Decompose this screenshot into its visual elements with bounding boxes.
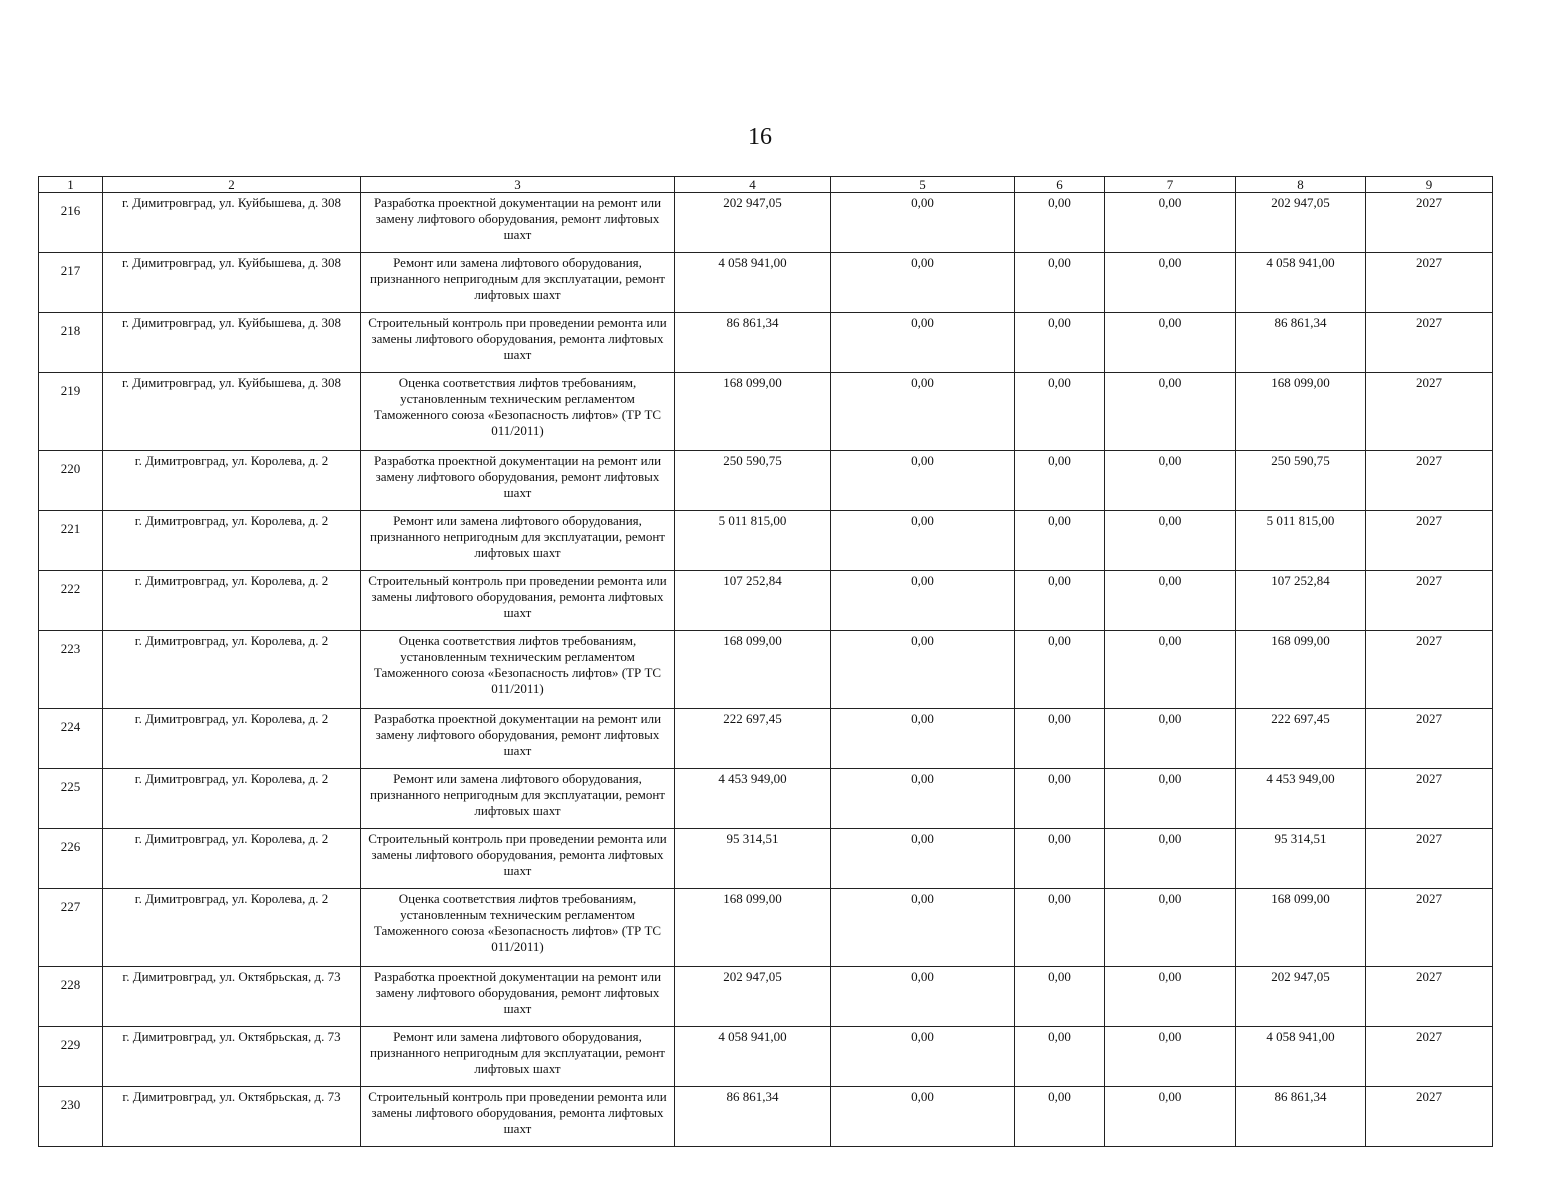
- year-cell: 2027: [1366, 193, 1493, 253]
- value-cell-7: 0,00: [1105, 709, 1236, 769]
- work-type-cell: Строительный контроль при проведении ремонта или замены лифтового оборудования, ремонта лифтовых шахт: [361, 829, 675, 889]
- value-cell-5: 0,00: [831, 193, 1015, 253]
- year-cell: 2027: [1366, 1027, 1493, 1087]
- table-row: [39, 451, 1493, 511]
- total-cost-cell: 222 697,45: [675, 709, 831, 769]
- work-type-cell: Разработка проектной документации на ремонт или замену лифтового оборудования, ремонт лифтовых шахт: [361, 193, 675, 253]
- address-cell: г. Димитровград, ул. Октябрьская, д. 73: [103, 967, 361, 1027]
- column-header: 5: [831, 177, 1015, 193]
- total-cost-cell: 168 099,00: [675, 373, 831, 451]
- value-cell-6: 0,00: [1015, 451, 1105, 511]
- value-cell-5: 0,00: [831, 313, 1015, 373]
- value-cell-5: 0,00: [831, 1087, 1015, 1147]
- page-number: 16: [748, 124, 772, 150]
- value-cell-7: 0,00: [1105, 769, 1236, 829]
- value-cell-5: 0,00: [831, 451, 1015, 511]
- year-cell: 2027: [1366, 829, 1493, 889]
- address-cell: г. Димитровград, ул. Королева, д. 2: [103, 889, 361, 967]
- table-row: [39, 889, 1493, 967]
- total-cost-cell: 202 947,05: [675, 967, 831, 1027]
- work-type-cell: Оценка соответствия лифтов требованиям, установленным техническим регламентом Таможенного союза «Безопасность лифтов» (ТР ТС 011/2011): [361, 373, 675, 451]
- value-cell-5: 0,00: [831, 571, 1015, 631]
- value-cell-7: 0,00: [1105, 967, 1236, 1027]
- value-cell-8: 4 453 949,00: [1236, 769, 1366, 829]
- row-number: 219: [39, 373, 103, 451]
- address-cell: г. Димитровград, ул. Королева, д. 2: [103, 829, 361, 889]
- value-cell-6: 0,00: [1015, 889, 1105, 967]
- row-number: 230: [39, 1087, 103, 1147]
- column-header: 7: [1105, 177, 1236, 193]
- total-cost-cell: 107 252,84: [675, 571, 831, 631]
- work-type-cell: Ремонт или замена лифтового оборудования, признанного непригодным для эксплуатации, ремонт лифтовых шахт: [361, 511, 675, 571]
- value-cell-5: 0,00: [831, 889, 1015, 967]
- column-header: 2: [103, 177, 361, 193]
- value-cell-6: 0,00: [1015, 373, 1105, 451]
- work-type-cell: Оценка соответствия лифтов требованиям, установленным техническим регламентом Таможенного союза «Безопасность лифтов» (ТР ТС 011/2011): [361, 631, 675, 709]
- value-cell-7: 0,00: [1105, 829, 1236, 889]
- column-header: 1: [39, 177, 103, 193]
- total-cost-cell: 86 861,34: [675, 1087, 831, 1147]
- value-cell-5: 0,00: [831, 373, 1015, 451]
- work-type-cell: Ремонт или замена лифтового оборудования, признанного непригодным для эксплуатации, ремонт лифтовых шахт: [361, 769, 675, 829]
- work-type-cell: Разработка проектной документации на ремонт или замену лифтового оборудования, ремонт лифтовых шахт: [361, 967, 675, 1027]
- value-cell-5: 0,00: [831, 967, 1015, 1027]
- value-cell-8: 250 590,75: [1236, 451, 1366, 511]
- value-cell-6: 0,00: [1015, 769, 1105, 829]
- work-type-cell: Разработка проектной документации на ремонт или замену лифтового оборудования, ремонт лифтовых шахт: [361, 451, 675, 511]
- value-cell-6: 0,00: [1015, 253, 1105, 313]
- value-cell-6: 0,00: [1015, 511, 1105, 571]
- year-cell: 2027: [1366, 1087, 1493, 1147]
- row-number: 227: [39, 889, 103, 967]
- value-cell-6: 0,00: [1015, 829, 1105, 889]
- year-cell: 2027: [1366, 967, 1493, 1027]
- column-header: 6: [1015, 177, 1105, 193]
- table-row: [39, 571, 1493, 631]
- value-cell-6: 0,00: [1015, 967, 1105, 1027]
- value-cell-5: 0,00: [831, 1027, 1015, 1087]
- total-cost-cell: 202 947,05: [675, 193, 831, 253]
- row-number: 228: [39, 967, 103, 1027]
- value-cell-8: 202 947,05: [1236, 967, 1366, 1027]
- value-cell-6: 0,00: [1015, 313, 1105, 373]
- value-cell-7: 0,00: [1105, 889, 1236, 967]
- works-table: [38, 176, 1493, 1147]
- table-row: [39, 829, 1493, 889]
- value-cell-6: 0,00: [1015, 193, 1105, 253]
- table-row: [39, 193, 1493, 253]
- value-cell-8: 107 252,84: [1236, 571, 1366, 631]
- value-cell-8: 86 861,34: [1236, 313, 1366, 373]
- row-number: 221: [39, 511, 103, 571]
- year-cell: 2027: [1366, 313, 1493, 373]
- work-type-cell: Разработка проектной документации на ремонт или замену лифтового оборудования, ремонт лифтовых шахт: [361, 709, 675, 769]
- address-cell: г. Димитровград, ул. Королева, д. 2: [103, 631, 361, 709]
- year-cell: 2027: [1366, 511, 1493, 571]
- year-cell: 2027: [1366, 253, 1493, 313]
- year-cell: 2027: [1366, 889, 1493, 967]
- address-cell: г. Димитровград, ул. Октябрьская, д. 73: [103, 1087, 361, 1147]
- column-header: 9: [1366, 177, 1493, 193]
- table-row: [39, 967, 1493, 1027]
- year-cell: 2027: [1366, 373, 1493, 451]
- value-cell-7: 0,00: [1105, 631, 1236, 709]
- total-cost-cell: 168 099,00: [675, 631, 831, 709]
- value-cell-7: 0,00: [1105, 313, 1236, 373]
- value-cell-8: 4 058 941,00: [1236, 253, 1366, 313]
- work-type-cell: Строительный контроль при проведении ремонта или замены лифтового оборудования, ремонта лифтовых шахт: [361, 1087, 675, 1147]
- table-row: [39, 511, 1493, 571]
- total-cost-cell: 4 058 941,00: [675, 253, 831, 313]
- row-number: 229: [39, 1027, 103, 1087]
- value-cell-8: 5 011 815,00: [1236, 511, 1366, 571]
- value-cell-7: 0,00: [1105, 373, 1236, 451]
- value-cell-6: 0,00: [1015, 1087, 1105, 1147]
- year-cell: 2027: [1366, 571, 1493, 631]
- value-cell-7: 0,00: [1105, 451, 1236, 511]
- value-cell-5: 0,00: [831, 709, 1015, 769]
- total-cost-cell: 5 011 815,00: [675, 511, 831, 571]
- work-type-cell: Ремонт или замена лифтового оборудования, признанного непригодным для эксплуатации, ремонт лифтовых шахт: [361, 1027, 675, 1087]
- value-cell-6: 0,00: [1015, 709, 1105, 769]
- value-cell-7: 0,00: [1105, 511, 1236, 571]
- work-type-cell: Строительный контроль при проведении ремонта или замены лифтового оборудования, ремонта лифтовых шахт: [361, 571, 675, 631]
- table-row: [39, 709, 1493, 769]
- value-cell-8: 168 099,00: [1236, 373, 1366, 451]
- table-row: [39, 253, 1493, 313]
- row-number: 220: [39, 451, 103, 511]
- address-cell: г. Димитровград, ул. Королева, д. 2: [103, 769, 361, 829]
- value-cell-8: 202 947,05: [1236, 193, 1366, 253]
- table-row: [39, 769, 1493, 829]
- value-cell-7: 0,00: [1105, 193, 1236, 253]
- year-cell: 2027: [1366, 709, 1493, 769]
- table-row: [39, 631, 1493, 709]
- value-cell-8: 4 058 941,00: [1236, 1027, 1366, 1087]
- address-cell: г. Димитровград, ул. Октябрьская, д. 73: [103, 1027, 361, 1087]
- total-cost-cell: 4 058 941,00: [675, 1027, 831, 1087]
- total-cost-cell: 168 099,00: [675, 889, 831, 967]
- column-numbers-row: [39, 177, 1493, 193]
- table-row: [39, 1027, 1493, 1087]
- table-row: [39, 313, 1493, 373]
- value-cell-6: 0,00: [1015, 1027, 1105, 1087]
- value-cell-8: 168 099,00: [1236, 631, 1366, 709]
- total-cost-cell: 86 861,34: [675, 313, 831, 373]
- row-number: 222: [39, 571, 103, 631]
- work-type-cell: Строительный контроль при проведении ремонта или замены лифтового оборудования, ремонта лифтовых шахт: [361, 313, 675, 373]
- value-cell-6: 0,00: [1015, 631, 1105, 709]
- column-header: 8: [1236, 177, 1366, 193]
- column-header: 3: [361, 177, 675, 193]
- total-cost-cell: 4 453 949,00: [675, 769, 831, 829]
- address-cell: г. Димитровград, ул. Королева, д. 2: [103, 511, 361, 571]
- value-cell-5: 0,00: [831, 511, 1015, 571]
- value-cell-8: 95 314,51: [1236, 829, 1366, 889]
- work-type-cell: Оценка соответствия лифтов требованиям, установленным техническим регламентом Таможенного союза «Безопасность лифтов» (ТР ТС 011/2011): [361, 889, 675, 967]
- year-cell: 2027: [1366, 769, 1493, 829]
- row-number: 218: [39, 313, 103, 373]
- address-cell: г. Димитровград, ул. Куйбышева, д. 308: [103, 193, 361, 253]
- value-cell-7: 0,00: [1105, 253, 1236, 313]
- year-cell: 2027: [1366, 631, 1493, 709]
- value-cell-7: 0,00: [1105, 1027, 1236, 1087]
- value-cell-5: 0,00: [831, 253, 1015, 313]
- work-type-cell: Ремонт или замена лифтового оборудования, признанного непригодным для эксплуатации, ремонт лифтовых шахт: [361, 253, 675, 313]
- row-number: 217: [39, 253, 103, 313]
- address-cell: г. Димитровград, ул. Куйбышева, д. 308: [103, 373, 361, 451]
- row-number: 225: [39, 769, 103, 829]
- address-cell: г. Димитровград, ул. Королева, д. 2: [103, 709, 361, 769]
- row-number: 216: [39, 193, 103, 253]
- column-header: 4: [675, 177, 831, 193]
- row-number: 224: [39, 709, 103, 769]
- value-cell-8: 168 099,00: [1236, 889, 1366, 967]
- table-row: [39, 373, 1493, 451]
- value-cell-7: 0,00: [1105, 571, 1236, 631]
- address-cell: г. Димитровград, ул. Куйбышева, д. 308: [103, 253, 361, 313]
- value-cell-5: 0,00: [831, 829, 1015, 889]
- total-cost-cell: 95 314,51: [675, 829, 831, 889]
- value-cell-5: 0,00: [831, 769, 1015, 829]
- value-cell-6: 0,00: [1015, 571, 1105, 631]
- year-cell: 2027: [1366, 451, 1493, 511]
- value-cell-7: 0,00: [1105, 1087, 1236, 1147]
- address-cell: г. Димитровград, ул. Королева, д. 2: [103, 571, 361, 631]
- address-cell: г. Димитровград, ул. Королева, д. 2: [103, 451, 361, 511]
- table-row: [39, 1087, 1493, 1147]
- address-cell: г. Димитровград, ул. Куйбышева, д. 308: [103, 313, 361, 373]
- value-cell-5: 0,00: [831, 631, 1015, 709]
- total-cost-cell: 250 590,75: [675, 451, 831, 511]
- value-cell-8: 222 697,45: [1236, 709, 1366, 769]
- row-number: 223: [39, 631, 103, 709]
- value-cell-8: 86 861,34: [1236, 1087, 1366, 1147]
- row-number: 226: [39, 829, 103, 889]
